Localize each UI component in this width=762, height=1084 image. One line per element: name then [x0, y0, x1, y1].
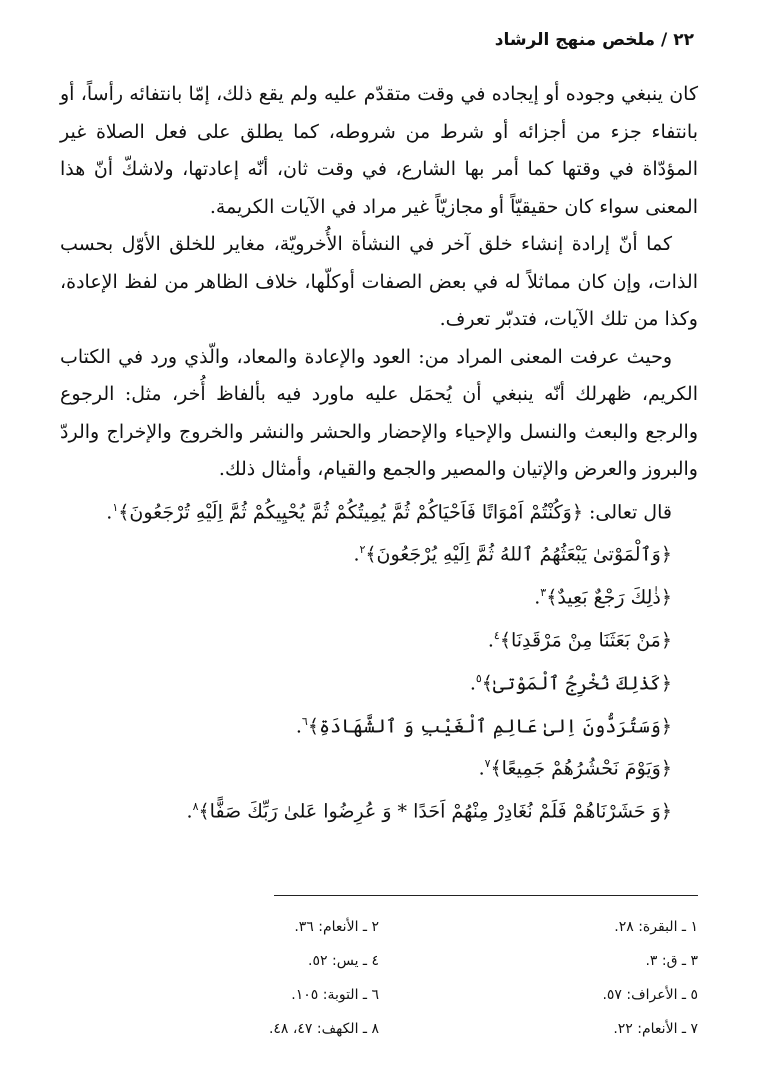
footnote-ref: ٦: [301, 714, 308, 728]
footnotes: [60, 912, 698, 1048]
footnote-ref: ٧: [484, 757, 491, 771]
footnote-row: [60, 946, 698, 980]
footnote-2: ٢ ـ الأنعام: ٣٦.: [294, 919, 379, 935]
page-header: [60, 30, 694, 56]
verse-line-8: ﴿وَ حَشَرْنَاهُمْ فَلَمْ نُغَادِرْ مِنْهُمْ اَحَدًا * وَ عُرِضُوا عَلىٰ رَبِّكَ صَفًّا﴾$^٨$.: [186, 800, 672, 823]
verse-line-4: ﴿مَنْ بَعَثَنَا مِنْ مَرْقَدِنَا﴾$^٤$.: [487, 628, 672, 652]
verse-line-2: ﴿وَٱلْمَوْتىٰ يَبْعَثُهُمُ ٱللهُ ثُمَّ اِلَيْهِ يُرْجَعُونَ﴾$^٢$.: [353, 543, 672, 566]
verse-line-7: ﴿وَيَوْمَ نَحْشُرُهُمْ جَمِيعًا﴾$^٧$.: [478, 757, 672, 780]
footnote-divider: [274, 895, 698, 896]
verse-line-1: قال تعالى: ﴿وَكُنْتُمْ اَمْوَاتًا فَاَحْيَاكُمْ ثُمَّ يُمِيتُكُمْ ثُمَّ يُحْيِيكُمْ ثُمَّ اِلَيْهِ تُرْجَعُونَ﴾$^١$.: [106, 500, 672, 523]
verse-text: ﴿وَ حَشَرْنَاهُمْ فَلَمْ نُغَادِرْ مِنْهُمْ اَحَدًا * وَ عُرِضُوا عَلىٰ رَبِّكَ صَفًّا﴾: [198, 800, 672, 823]
verse-text: ﴿وَكُنْتُمْ اَمْوَاتًا فَاَحْيَاكُمْ ثُمَّ يُمِيتُكُمْ ثُمَّ يُحْيِيكُمْ ثُمَّ اِلَيْهِ تُرْجَعُونَ﴾: [118, 500, 583, 523]
footnote-3: ٣ ـ ق: ٣.: [645, 953, 698, 969]
footnote-1: ١ ـ البقرة: ٢٨.: [614, 919, 698, 935]
footnote-row: [60, 912, 698, 946]
main-text: [60, 76, 698, 831]
verse-text: ﴿وَيَوْمَ نَحْشُرُهُمْ جَمِيعًا﴾: [490, 757, 672, 780]
footnote-ref: ٣: [540, 586, 547, 600]
verse-text: ﴿مَنْ بَعَثَنَا مِنْ مَرْقَدِنَا﴾: [499, 629, 672, 652]
footnote-4: ٤ ـ يس: ٥٢.: [308, 953, 379, 969]
footnote-ref: ٢: [359, 543, 366, 557]
footnote-ref: ٥: [475, 671, 482, 685]
paragraph-3: وحيث عرفت المعنى المراد من: العود والإعادة والمعاد، والّذي ورد في الكتاب الكريم، ظهرلك أنّه ينبغي أن يُحمَل عليه ماورد فيه بألفاظ أُخر، مثل: الرجوع والرجع والبعث والنسل والإحياء والإحضار والحشر والنشر والخروج والإخراج والردّ والبروز والعرض والإتيان والمصير والجمع والقيام، وأمثال ذلك.: [60, 345, 698, 480]
footnote-row: [60, 1014, 698, 1048]
footnote-6: ٦ ـ التوبة: ١٠٥.: [291, 987, 379, 1003]
paragraph-1: كان ينبغي وجوده أو إيجاده في وقت متقدّم عليه ولم يقع ذلك، إمّا بانتفائه رأساً، أو بانتفاء جزء من أجزائه أو شرط من شروطه، كما يطلق على فعل الصلاة غير المؤدّاة في وقتها كما أمر بها الشارع، في وقت ثان، أنّه إعادتها، ولاشكّ أنّ هذا المعنى سواء كان حقيقيّاً أو مجازيّاً غير مراد في الآيات الكريمة.: [60, 83, 698, 218]
footnote-ref: ٤: [493, 628, 500, 642]
verse-line-5: ﴿كَذٰلِكَ نُخْرِجُ ٱلْمَوْتىٰ﴾$^٥$.: [469, 671, 672, 695]
verse-text: ﴿وَسَتُرَدُّونَ اِلىٰ عَالِمِ ٱلْغَيْبِ وَ ٱلشَّهَادَةِ﴾: [307, 714, 672, 737]
verse-line-3: ﴿ذٰلِكَ رَجْعٌ بَعِيدٌ﴾$^٣$.: [534, 586, 672, 609]
footnote-5: ٥ ـ الأعراف: ٥٧.: [602, 987, 698, 1003]
footnote-8: ٨ ـ الكهف: ٤٧، ٤٨.: [268, 1021, 379, 1037]
footnote-7: ٧ ـ الأنعام: ٢٢.: [613, 1021, 698, 1037]
verse-line-6: ﴿وَسَتُرَدُّونَ اِلىٰ عَالِمِ ٱلْغَيْبِ وَ ٱلشَّهَادَةِ﴾$^٦$.: [295, 714, 672, 737]
paragraph-2: كما أنّ إرادة إنشاء خلق آخر في النشأة الأُخرويّة، مغاير للخلق الأوّل بحسب الذات، وإن كان مماثلاً له في بعض الصفات أوكلّها، خلاف الظاهر من لفظ الإعادة، وكذا من تلك الآيات، فتدبّر تعرف.: [60, 233, 698, 330]
verse-text: ﴿ذٰلِكَ رَجْعٌ بَعِيدٌ﴾: [546, 586, 672, 609]
footnote-row: [60, 980, 698, 1014]
header-separator: /: [661, 30, 668, 50]
footnote-ref: ١: [112, 500, 119, 514]
verse-text: ﴿وَٱلْمَوْتىٰ يَبْعَثُهُمُ ٱللهُ ثُمَّ اِلَيْهِ يُرْجَعُونَ﴾: [365, 543, 672, 566]
verse-text: ﴿كَذٰلِكَ نُخْرِجُ ٱلْمَوْتىٰ﴾: [481, 672, 672, 695]
book-title: ملخص منهج الرشاد: [494, 30, 656, 50]
page-number: ٢٢: [673, 30, 694, 50]
footnote-ref: ٨: [192, 800, 199, 814]
quote-intro: قال تعالى:: [589, 500, 672, 523]
